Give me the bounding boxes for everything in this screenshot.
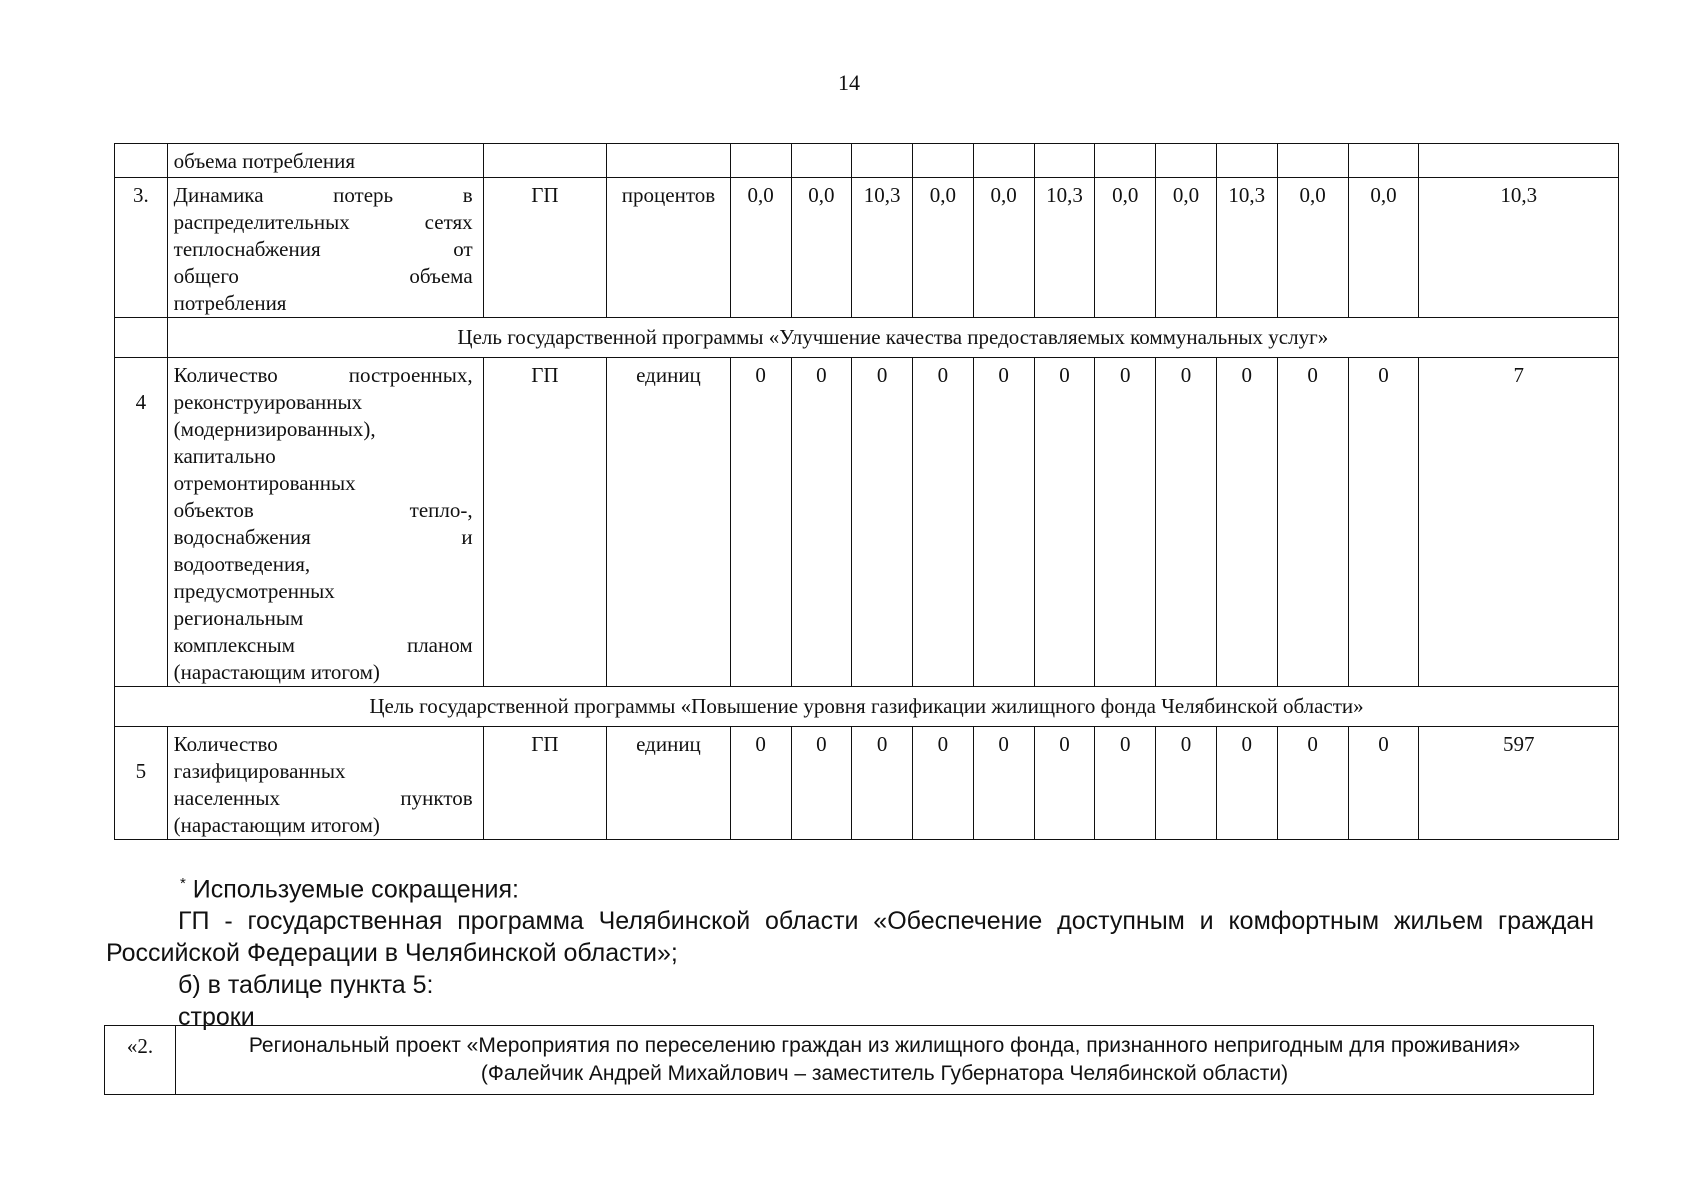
item-b: б) в таблице пункта 5: xyxy=(178,971,434,1000)
indicator-name xyxy=(167,358,483,687)
name-line: (нарастающим итогом) xyxy=(173,813,380,837)
value-cell: 0,0 xyxy=(1095,178,1156,318)
value-cell: 0 xyxy=(1277,358,1348,687)
project-number: «2. xyxy=(105,1026,176,1095)
name-line: Динамика потерь в xyxy=(173,183,473,207)
table-row-prev xyxy=(115,144,1619,178)
gp-definition xyxy=(106,905,1594,937)
program-goal: Цель государственной программы «Повышение уровня газификации жилищного фонда Челябинской области» xyxy=(115,687,1619,727)
project-table xyxy=(104,1025,1594,1095)
value-cell: 0 xyxy=(973,727,1034,840)
value-cell: 0 xyxy=(730,358,791,687)
name-line: теплоснабжения от xyxy=(173,237,473,261)
value-cell: 0 xyxy=(852,358,913,687)
value-cell: 0 xyxy=(1216,358,1277,687)
indicators-table xyxy=(114,143,1619,840)
value-cell: 10,3 xyxy=(852,178,913,318)
value-cell: 0,0 xyxy=(1348,178,1419,318)
value-cell: 0,0 xyxy=(1156,178,1217,318)
table-row-4 xyxy=(115,358,1619,687)
value-cell: 0,0 xyxy=(1277,178,1348,318)
unit: процентов xyxy=(607,178,731,318)
value-cell: 0,0 xyxy=(913,178,974,318)
total-cell: 10,3 xyxy=(1419,178,1619,318)
goal-row xyxy=(115,687,1619,727)
value-cell: 0 xyxy=(973,358,1034,687)
value-cell: 0 xyxy=(1034,358,1095,687)
value-cell: 0 xyxy=(730,727,791,840)
name-line: водоотведения, xyxy=(173,552,311,576)
value-cell: 0 xyxy=(1095,727,1156,840)
total-cell: 597 xyxy=(1419,727,1619,840)
row-number: 5 xyxy=(115,727,168,840)
value-cell: 10,3 xyxy=(1034,178,1095,318)
name-line: капитально xyxy=(173,444,276,468)
row-number: 4 xyxy=(115,358,168,687)
name-line: потребления xyxy=(173,291,287,315)
name-line: отремонтированных xyxy=(173,471,356,495)
footnote-heading xyxy=(180,868,1594,905)
program-abbr: ГП xyxy=(483,727,607,840)
row-number: 3. xyxy=(115,178,168,318)
name-line: (модернизированных), xyxy=(173,417,376,441)
project-curator-line: (Фалейчик Андрей Михайлович – заместитель Губернатора Челябинской области) xyxy=(480,1062,1289,1085)
gp-definition-line: Российской Федерации в Челябинской области»; xyxy=(106,939,678,968)
program-abbr: ГП xyxy=(483,178,607,318)
page-number: 14 xyxy=(838,70,860,95)
rows-word: строки xyxy=(178,1003,255,1032)
name-line: Количество построенных, xyxy=(173,363,473,387)
name-line: реконструированных xyxy=(173,390,363,414)
project-title-line: Региональный проект «Мероприятия по переселению граждан из жилищного фонда, признанного непригодным для проживания» xyxy=(248,1034,1521,1057)
value-cell: 0 xyxy=(791,358,852,687)
project-row xyxy=(105,1026,1594,1095)
value-cell: 0 xyxy=(852,727,913,840)
indicator-name xyxy=(167,727,483,840)
unit: единиц xyxy=(607,727,731,840)
name-line: газифицированных xyxy=(173,759,346,783)
name-line: водоснабжения и xyxy=(173,525,473,549)
value-cell: 0,0 xyxy=(791,178,852,318)
name-line: Количество xyxy=(173,732,278,756)
value-cell: 0 xyxy=(1095,358,1156,687)
value-cell: 0 xyxy=(1216,727,1277,840)
value-cell: 0 xyxy=(1034,727,1095,840)
value-cell: 0,0 xyxy=(973,178,1034,318)
value-cell: 0 xyxy=(913,727,974,840)
gp-definition-line: ГП - государственная программа Челябинской области «Обеспечение доступным и комфортным жильем граждан xyxy=(178,907,1594,936)
indicator-name: объема потребления xyxy=(167,144,483,178)
indicator-name xyxy=(167,178,483,318)
value-cell: 0 xyxy=(913,358,974,687)
footnote-title: Используемые сокращения: xyxy=(192,875,519,904)
value-cell: 0,0 xyxy=(730,178,791,318)
value-cell: 0 xyxy=(1348,727,1419,840)
notes-block xyxy=(106,868,1594,1033)
value-cell: 0 xyxy=(791,727,852,840)
program-abbr: ГП xyxy=(483,358,607,687)
total-cell: 7 xyxy=(1419,358,1619,687)
value-cell: 0 xyxy=(1348,358,1419,687)
table-row-3 xyxy=(115,178,1619,318)
value-cell: 0 xyxy=(1156,727,1217,840)
project-title xyxy=(176,1026,1594,1095)
name-line: распределительных сетях xyxy=(173,210,473,234)
goal-row xyxy=(115,318,1619,358)
name-line: населенных пунктов xyxy=(173,786,473,810)
footnote-mark: * xyxy=(180,875,186,892)
name-line: (нарастающим итогом) xyxy=(173,660,380,684)
name-line: комплексным планом xyxy=(173,633,473,657)
value-cell: 0 xyxy=(1277,727,1348,840)
unit: единиц xyxy=(607,358,731,687)
table-row-5 xyxy=(115,727,1619,840)
name-line: предусмотренных xyxy=(173,579,335,603)
program-goal: Цель государственной программы «Улучшение качества предоставляемых коммунальных услуг» xyxy=(167,318,1618,358)
name-line: региональным xyxy=(173,606,304,630)
name-line: общего объема xyxy=(173,264,473,288)
name-line: объектов тепло-, xyxy=(173,498,473,522)
value-cell: 10,3 xyxy=(1216,178,1277,318)
value-cell: 0 xyxy=(1156,358,1217,687)
